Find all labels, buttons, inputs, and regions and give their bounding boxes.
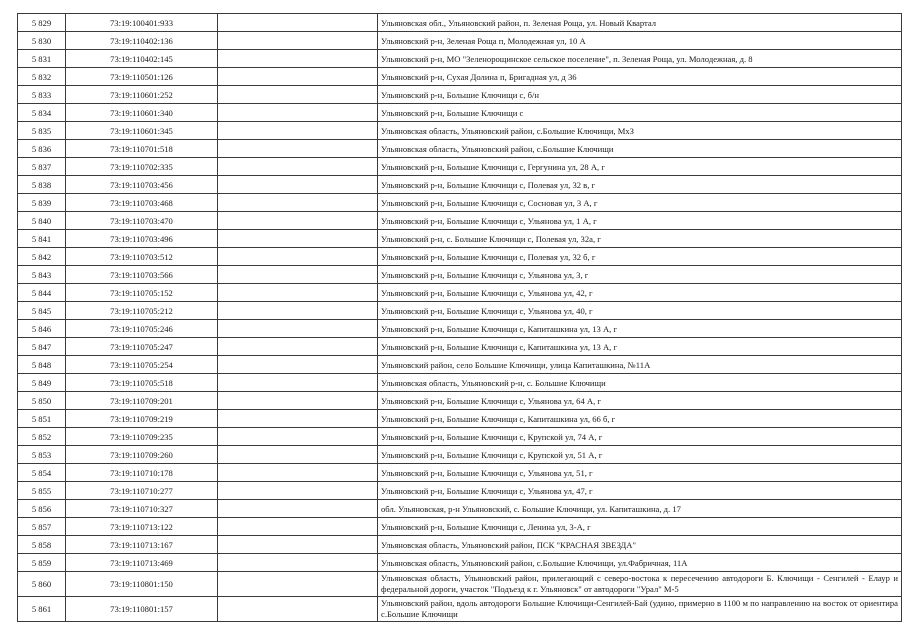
row-number-cell: 5 844 <box>18 284 66 302</box>
empty-column-cell <box>218 338 378 356</box>
table-row <box>18 158 902 176</box>
address-cell: Ульяновский р-н, Большие Ключищи с, Ульянова ул, 40, г <box>378 302 902 320</box>
table-row <box>18 284 902 302</box>
address-cell: Ульяновский район, село Большие Ключищи, улица Капиташкина, №11А <box>378 356 902 374</box>
address-cell: Ульяновская область, Ульяновский р-н, с. Большие Ключищи <box>378 374 902 392</box>
address-cell: Ульяновский р-н, Большие Ключищи с, Ульянова ул, 47, г <box>378 482 902 500</box>
address-cell: Ульяновский район, вдоль автодороги Большие Ключищи-Сенгилей-Бай (удино, примерно в 1100 м по направлению на восток от ориентира с.Большие Ключищи <box>378 597 902 622</box>
address-cell: Ульяновский р-н, Большие Ключищи с, Ленина ул, 3-А, г <box>378 518 902 536</box>
table-row <box>18 230 902 248</box>
cadastral-number-cell: 73:19:110705:247 <box>66 338 218 356</box>
row-number-cell: 5 830 <box>18 32 66 50</box>
empty-column-cell <box>218 32 378 50</box>
row-number-cell: 5 851 <box>18 410 66 428</box>
table-row <box>18 266 902 284</box>
empty-column-cell <box>218 194 378 212</box>
address-cell: Ульяновская область, Ульяновский район, с.Большие Ключищи, МхЗ <box>378 122 902 140</box>
table-row <box>18 554 902 572</box>
empty-column-cell <box>218 464 378 482</box>
table-row <box>18 50 902 68</box>
row-number-cell: 5 859 <box>18 554 66 572</box>
empty-column-cell <box>218 518 378 536</box>
address-cell: Ульяновский р-н, с. Большие Ключищи с, Полевая ул, 32а, г <box>378 230 902 248</box>
cadastral-number-cell: 73:19:110705:212 <box>66 302 218 320</box>
table-row <box>18 122 902 140</box>
row-number-cell: 5 855 <box>18 482 66 500</box>
cadastral-number-cell: 73:19:110703:470 <box>66 212 218 230</box>
row-number-cell: 5 845 <box>18 302 66 320</box>
cadastral-number-cell: 73:19:110710:277 <box>66 482 218 500</box>
empty-column-cell <box>218 374 378 392</box>
address-cell: Ульяновский р-н, Большие Ключищи с, Капиташкина ул, 66 б, г <box>378 410 902 428</box>
address-cell: Ульяновский р-н, Большие Ключищи с, Ульянова ул, 42, г <box>378 284 902 302</box>
cadastral-number-cell: 73:19:110801:150 <box>66 572 218 597</box>
table-row <box>18 572 902 597</box>
row-number-cell: 5 831 <box>18 50 66 68</box>
row-number-cell: 5 854 <box>18 464 66 482</box>
empty-column-cell <box>218 104 378 122</box>
address-cell: Ульяновский р-н, МО "Зеленорощинское сельское поселение", п. Зеленая Роща, ул. Молодежная, д. 8 <box>378 50 902 68</box>
table-row <box>18 320 902 338</box>
table-row <box>18 176 902 194</box>
row-number-cell: 5 848 <box>18 356 66 374</box>
row-number-cell: 5 858 <box>18 536 66 554</box>
empty-column-cell <box>218 410 378 428</box>
address-cell: Ульяновский р-н, Большие Ключищи с, Крупской ул, 51 А, г <box>378 446 902 464</box>
empty-column-cell <box>218 86 378 104</box>
row-number-cell: 5 849 <box>18 374 66 392</box>
empty-column-cell <box>218 536 378 554</box>
table-row <box>18 482 902 500</box>
empty-column-cell <box>218 446 378 464</box>
cadastral-number-cell: 73:19:110703:566 <box>66 266 218 284</box>
row-number-cell: 5 843 <box>18 266 66 284</box>
table-row <box>18 194 902 212</box>
empty-column-cell <box>218 176 378 194</box>
row-number-cell: 5 833 <box>18 86 66 104</box>
row-number-cell: 5 847 <box>18 338 66 356</box>
row-number-cell: 5 861 <box>18 597 66 622</box>
address-cell: Ульяновский р-н, Большие Ключищи с, Капиташкина ул, 13 А, г <box>378 338 902 356</box>
table-row <box>18 356 902 374</box>
registry-table <box>17 13 902 622</box>
empty-column-cell <box>218 266 378 284</box>
address-cell: Ульяновский р-н, Большие Ключищи с, Ульянова ул, 51, г <box>378 464 902 482</box>
cadastral-number-cell: 73:19:110703:512 <box>66 248 218 266</box>
address-cell: Ульяновская область, Ульяновский район, прилегающий с северо-востока к пересечению автодороги Б. Ключищи - Сенгилей - Елаур и федеральной дороги, участок "Подъезд к г. Ульяновск" от автодороги "Урал" М-5 <box>378 572 902 597</box>
cadastral-number-cell: 73:19:110703:468 <box>66 194 218 212</box>
row-number-cell: 5 842 <box>18 248 66 266</box>
address-cell: Ульяновский р-н, Зеленая Роща п, Молодежная ул, 10 А <box>378 32 902 50</box>
cadastral-number-cell: 73:19:110703:496 <box>66 230 218 248</box>
cadastral-number-cell: 73:19:110705:254 <box>66 356 218 374</box>
empty-column-cell <box>218 356 378 374</box>
cadastral-number-cell: 73:19:110713:167 <box>66 536 218 554</box>
empty-column-cell <box>218 597 378 622</box>
address-cell: Ульяновский р-н, Большие Ключищи с, Ульянова ул, 3, г <box>378 266 902 284</box>
address-cell: Ульяновский р-н, Большие Ключищи с, Полевая ул, 32 б, г <box>378 248 902 266</box>
address-cell: Ульяновский р-н, Большие Ключищи с, Капиташкина ул, 13 А, г <box>378 320 902 338</box>
cadastral-number-cell: 73:19:110709:219 <box>66 410 218 428</box>
empty-column-cell <box>218 158 378 176</box>
cadastral-number-cell: 73:19:110801:157 <box>66 597 218 622</box>
empty-column-cell <box>218 248 378 266</box>
table-row <box>18 14 902 32</box>
address-cell: Ульяновский р-н, Большие Ключищи с, Ульянова ул, 1 А, г <box>378 212 902 230</box>
empty-column-cell <box>218 320 378 338</box>
cadastral-number-cell: 73:19:110501:126 <box>66 68 218 86</box>
row-number-cell: 5 829 <box>18 14 66 32</box>
empty-column-cell <box>218 302 378 320</box>
empty-column-cell <box>218 50 378 68</box>
empty-column-cell <box>218 554 378 572</box>
cadastral-number-cell: 73:19:110402:145 <box>66 50 218 68</box>
cadastral-number-cell: 73:19:110705:518 <box>66 374 218 392</box>
table-row <box>18 212 902 230</box>
empty-column-cell <box>218 500 378 518</box>
table-row <box>18 104 902 122</box>
address-cell: Ульяновский р-н, Большие Ключищи с, Ульянова ул, 64 А, г <box>378 392 902 410</box>
empty-column-cell <box>218 284 378 302</box>
cadastral-number-cell: 73:19:110701:518 <box>66 140 218 158</box>
empty-column-cell <box>218 140 378 158</box>
table-row <box>18 536 902 554</box>
cadastral-number-cell: 73:19:110402:136 <box>66 32 218 50</box>
table-row <box>18 140 902 158</box>
cadastral-number-cell: 73:19:110709:235 <box>66 428 218 446</box>
row-number-cell: 5 853 <box>18 446 66 464</box>
cadastral-number-cell: 73:19:110703:456 <box>66 176 218 194</box>
row-number-cell: 5 857 <box>18 518 66 536</box>
address-cell: Ульяновская область, Ульяновский район, ПСК "КРАСНАЯ ЗВЕЗДА" <box>378 536 902 554</box>
address-cell: Ульяновский р-н, Сухая Долина п, Бригадная ул, д 36 <box>378 68 902 86</box>
address-cell: Ульяновский р-н, Большие Ключищи с, Сосновая ул, 3 А, г <box>378 194 902 212</box>
table-row <box>18 518 902 536</box>
table-row <box>18 68 902 86</box>
empty-column-cell <box>218 212 378 230</box>
row-number-cell: 5 841 <box>18 230 66 248</box>
cadastral-number-cell: 73:19:110709:201 <box>66 392 218 410</box>
table-row <box>18 374 902 392</box>
row-number-cell: 5 838 <box>18 176 66 194</box>
cadastral-number-cell: 73:19:110713:469 <box>66 554 218 572</box>
row-number-cell: 5 860 <box>18 572 66 597</box>
row-number-cell: 5 856 <box>18 500 66 518</box>
cadastral-number-cell: 73:19:110705:246 <box>66 320 218 338</box>
row-number-cell: 5 836 <box>18 140 66 158</box>
cadastral-number-cell: 73:19:110702:335 <box>66 158 218 176</box>
table-row <box>18 464 902 482</box>
row-number-cell: 5 834 <box>18 104 66 122</box>
table-row <box>18 86 902 104</box>
row-number-cell: 5 832 <box>18 68 66 86</box>
table-row <box>18 597 902 622</box>
empty-column-cell <box>218 68 378 86</box>
table-row <box>18 428 902 446</box>
cadastral-number-cell: 73:19:110713:122 <box>66 518 218 536</box>
address-cell: Ульяновский р-н, Большие Ключищи с, Полевая ул, 32 в, г <box>378 176 902 194</box>
cadastral-number-cell: 73:19:110710:178 <box>66 464 218 482</box>
cadastral-number-cell: 73:19:110705:152 <box>66 284 218 302</box>
table-row <box>18 302 902 320</box>
address-cell: Ульяновский р-н, Большие Ключищи с <box>378 104 902 122</box>
row-number-cell: 5 837 <box>18 158 66 176</box>
cadastral-number-cell: 73:19:110601:340 <box>66 104 218 122</box>
address-cell: Ульяновская область, Ульяновский район, с.Большие Ключищи, ул.Фабричная, 11А <box>378 554 902 572</box>
empty-column-cell <box>218 392 378 410</box>
empty-column-cell <box>218 230 378 248</box>
registry-table-body <box>18 14 902 622</box>
row-number-cell: 5 840 <box>18 212 66 230</box>
cadastral-number-cell: 73:19:110601:252 <box>66 86 218 104</box>
address-cell: Ульяновская обл., Ульяновский район, п. Зеленая Роща, ул. Новый Квартал <box>378 14 902 32</box>
table-row <box>18 446 902 464</box>
table-row <box>18 500 902 518</box>
empty-column-cell <box>218 122 378 140</box>
empty-column-cell <box>218 14 378 32</box>
address-cell: Ульяновский р-н, Большие Ключищи с, б/н <box>378 86 902 104</box>
row-number-cell: 5 846 <box>18 320 66 338</box>
cadastral-number-cell: 73:19:110601:345 <box>66 122 218 140</box>
table-row <box>18 338 902 356</box>
address-cell: Ульяновский р-н, Большие Ключищи с, Гергунина ул, 28 А, г <box>378 158 902 176</box>
table-row <box>18 410 902 428</box>
empty-column-cell <box>218 572 378 597</box>
table-row <box>18 32 902 50</box>
cadastral-number-cell: 73:19:110709:260 <box>66 446 218 464</box>
cadastral-number-cell: 73:19:100401:933 <box>66 14 218 32</box>
row-number-cell: 5 850 <box>18 392 66 410</box>
cadastral-number-cell: 73:19:110710:327 <box>66 500 218 518</box>
document-page <box>17 13 901 622</box>
row-number-cell: 5 852 <box>18 428 66 446</box>
address-cell: Ульяновская область, Ульяновский район, с.Большие Ключищи <box>378 140 902 158</box>
table-row <box>18 248 902 266</box>
address-cell: Ульяновский р-н, Большие Ключищи с, Крупской ул, 74 А, г <box>378 428 902 446</box>
empty-column-cell <box>218 428 378 446</box>
address-cell: обл. Ульяновская, р-н Ульяновский, с. Большие Ключищи, ул. Капиташкина, д. 17 <box>378 500 902 518</box>
table-row <box>18 392 902 410</box>
row-number-cell: 5 839 <box>18 194 66 212</box>
row-number-cell: 5 835 <box>18 122 66 140</box>
empty-column-cell <box>218 482 378 500</box>
